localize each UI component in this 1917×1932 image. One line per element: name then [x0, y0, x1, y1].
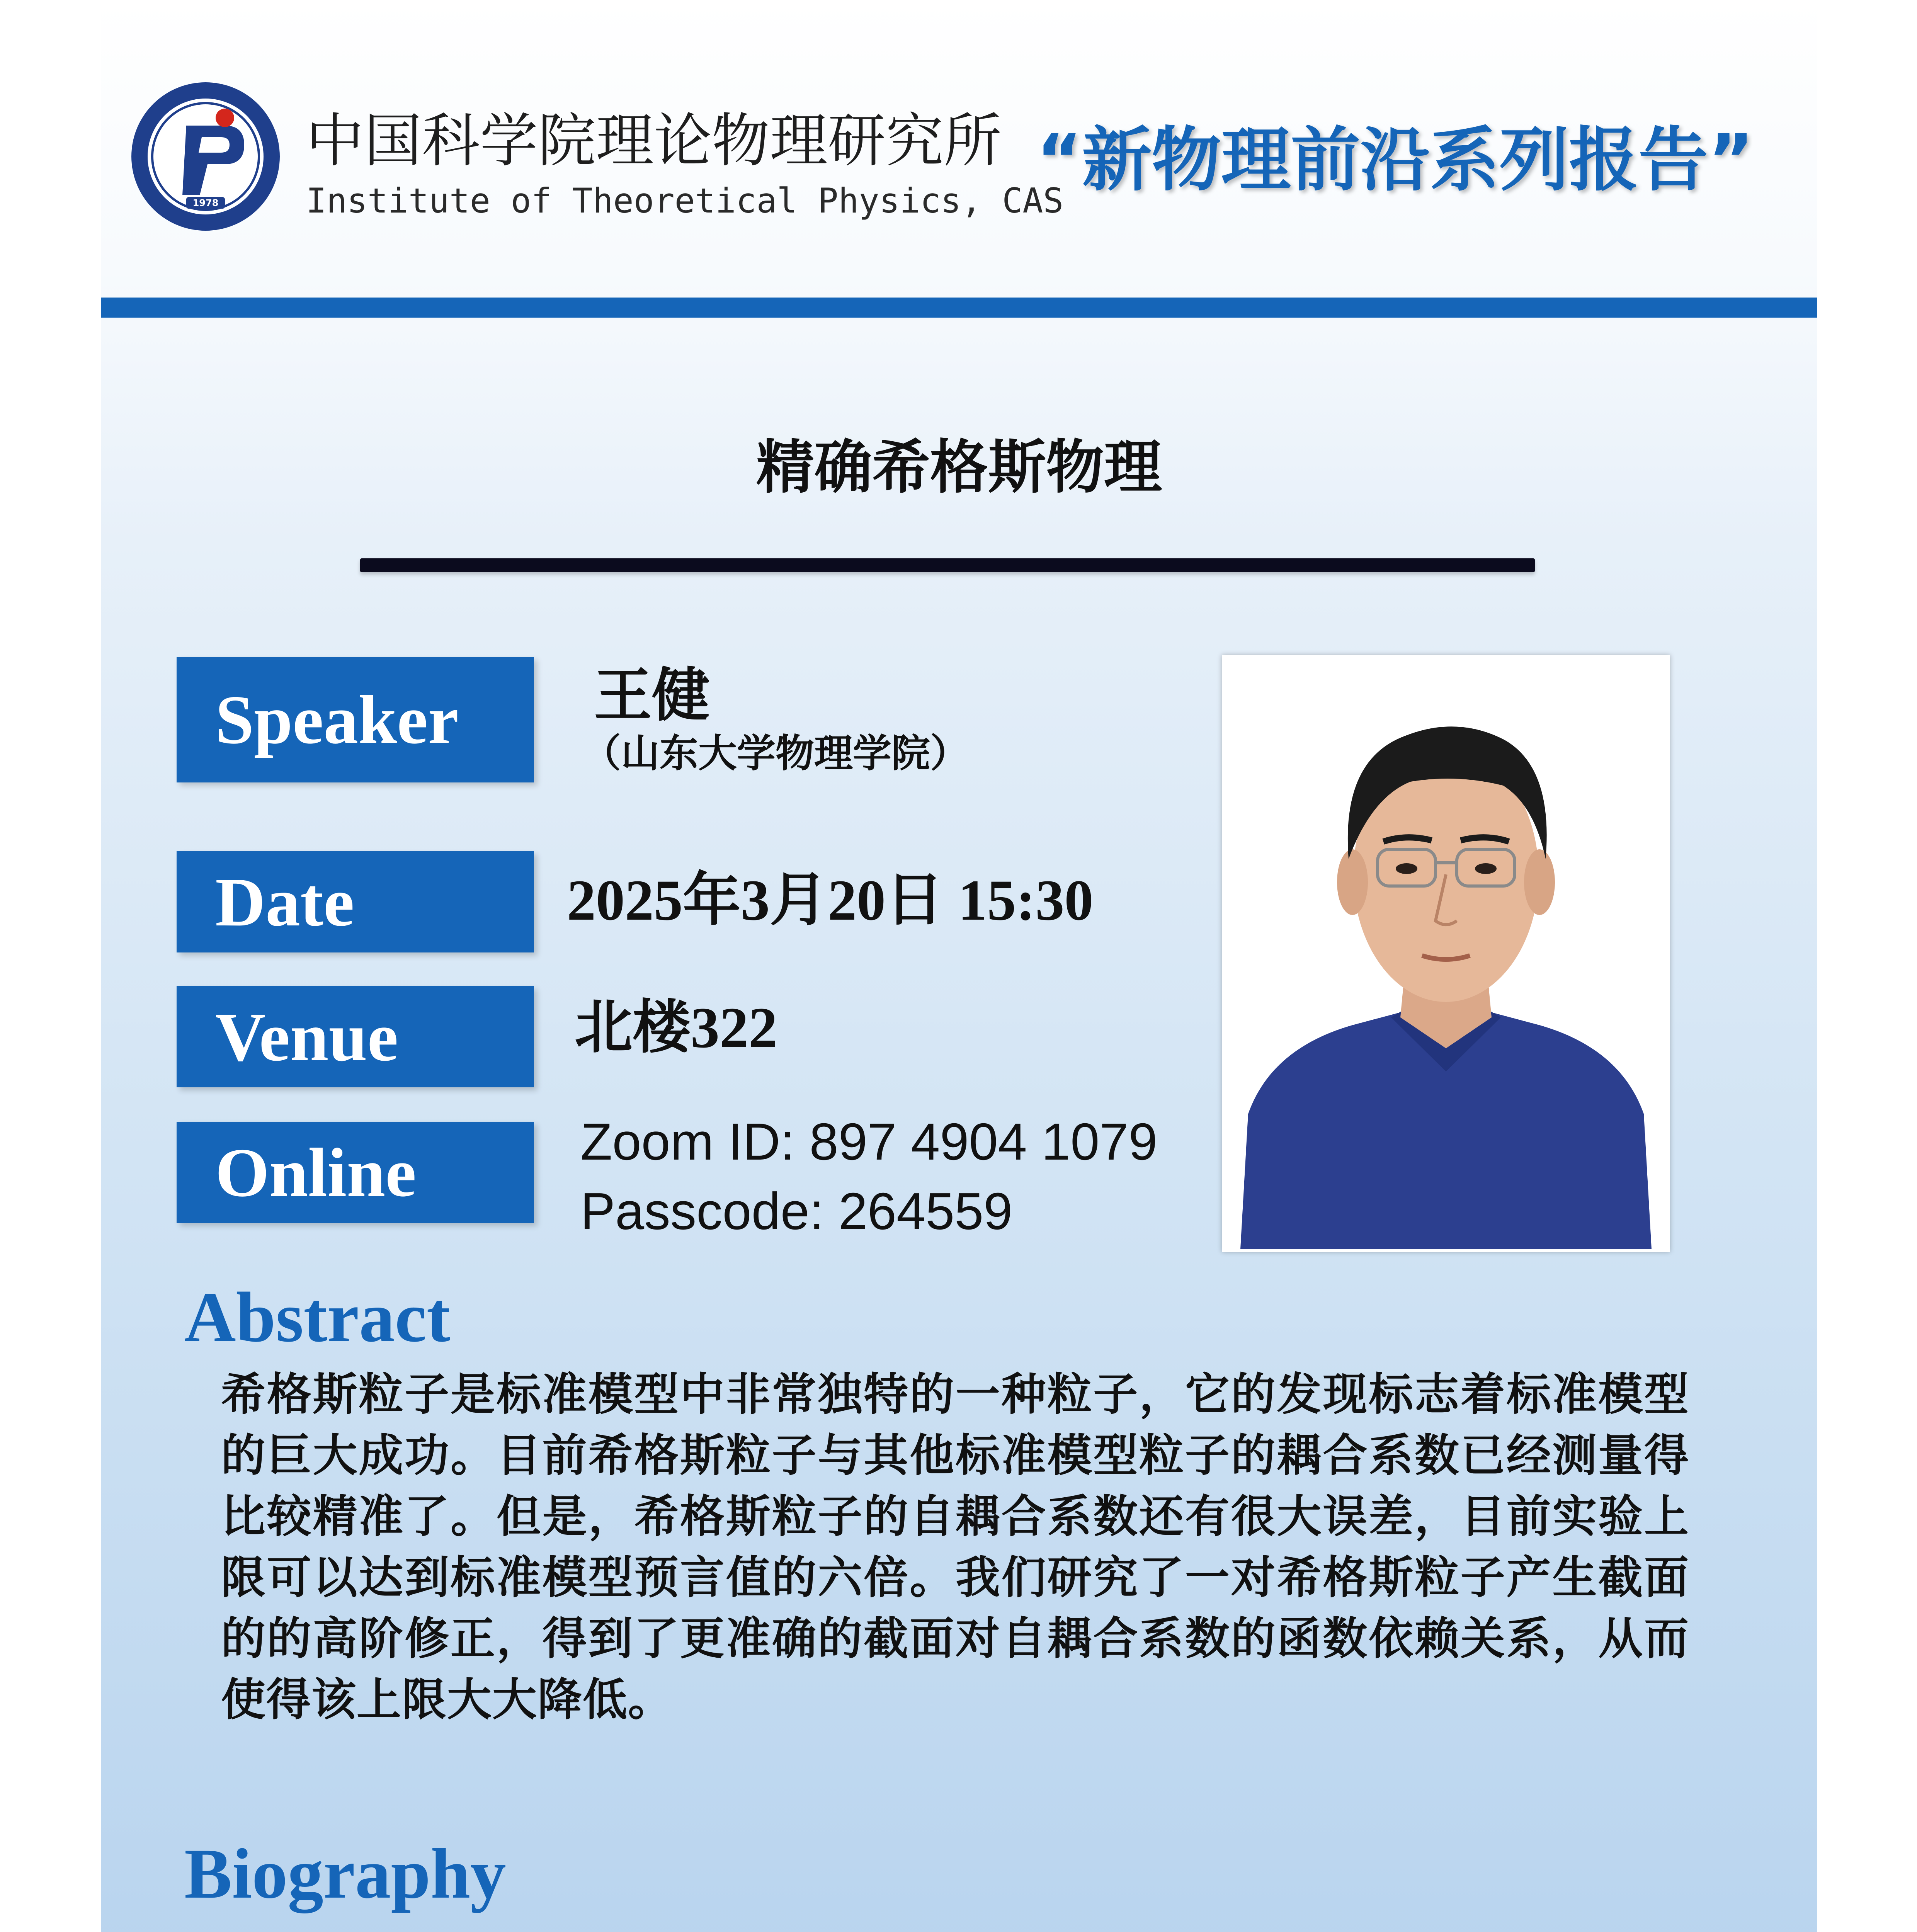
- venue-label: Venue: [177, 986, 534, 1087]
- abstract-heading: Abstract: [184, 1278, 451, 1357]
- speaker-affiliation: （山东大学物理学院）: [582, 731, 969, 776]
- biography-heading: Biography: [184, 1834, 506, 1913]
- online-label: Online: [177, 1122, 534, 1223]
- zoom-id[interactable]: Zoom ID: 897 4904 1079: [580, 1112, 1158, 1171]
- venue-value: 北楼322: [575, 996, 778, 1060]
- poster: [101, 0, 1817, 1932]
- title-underline: [360, 558, 1535, 572]
- abstract-text: 希格斯粒子是标准模型中非常独特的一种粒子，它的发现标志着标准模型的巨大成功。目前希格斯粒子与其他标准模型粒子的耦合系数已经测量得比较精准了。但是，希格斯粒子的自耦合系数还有很大误差，目前实验上限可以达到标准模型预言值的六倍。我们研究了一对希格斯粒子产生截面的的高阶修正，得到了更准确的截面对自耦合系数的函数依赖关系，从而使得该上限大大降低。: [221, 1369, 1689, 1726]
- portrait-illustration: [1225, 658, 1667, 1249]
- date-label: Date: [177, 851, 534, 952]
- institute-name-en: Institute of Theoretical Physics, CAS: [306, 181, 1064, 221]
- speaker-label: Speaker: [177, 657, 534, 782]
- talk-title: 精确希格斯物理: [756, 434, 1162, 501]
- institute-name-cn: 中国科学院理论物理研究所: [306, 107, 1002, 175]
- logo-year: 1978: [192, 197, 219, 208]
- zoom-passcode[interactable]: Passcode: 264559: [580, 1182, 1013, 1240]
- speaker-portrait-photo: [1222, 655, 1670, 1252]
- itp-cas-logo-icon: [128, 79, 283, 234]
- series-title: “新物理前沿系列报告”: [1036, 120, 1754, 201]
- date-value: 2025年3月20日 15:30: [567, 868, 1094, 932]
- speaker-name: 王健: [594, 662, 710, 729]
- header-divider-bar: [101, 298, 1817, 318]
